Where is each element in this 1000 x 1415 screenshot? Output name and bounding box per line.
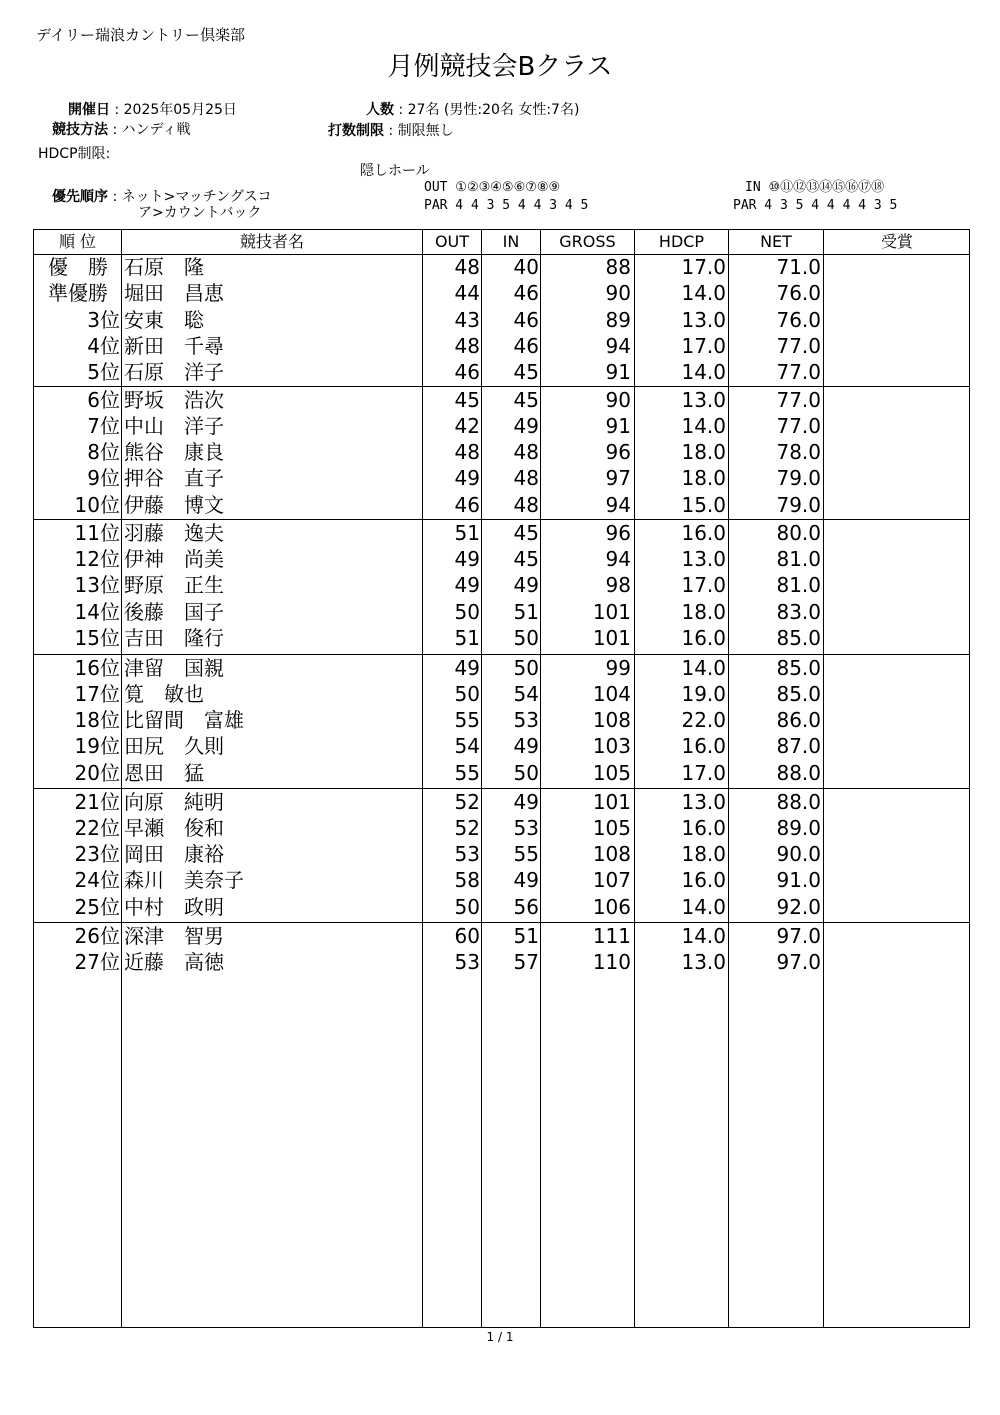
method-value: ハンディ戦 <box>121 122 191 138</box>
table-row <box>34 254 969 280</box>
stroke-limit-row: 打数制限 : 制限無し <box>328 123 454 139</box>
cell-name: 中村 政明 <box>124 895 224 919</box>
method-row: 競技方法 : ハンディ戦 <box>52 122 191 138</box>
stroke-limit-label: 打数制限 <box>328 123 384 139</box>
cell-out: 58 <box>454 868 480 892</box>
method-label: 競技方法 <box>52 122 108 138</box>
cell-hdcp: 13.0 <box>681 388 726 412</box>
results-table <box>33 229 970 1328</box>
table-row <box>34 465 969 491</box>
cell-out: 51 <box>454 521 480 545</box>
header-net: NET <box>760 232 792 251</box>
table-row <box>34 760 969 786</box>
table-row <box>34 841 969 867</box>
cell-in: 45 <box>513 521 539 545</box>
cell-gross: 108 <box>592 708 631 732</box>
cell-rank: 準優勝 <box>48 281 108 305</box>
cell-name: 吉田 隆行 <box>124 626 224 650</box>
cell-hdcp: 17.0 <box>681 255 726 279</box>
cell-out: 50 <box>454 895 480 919</box>
priority-label: 優先順序 <box>52 189 108 205</box>
cell-out: 49 <box>454 573 480 597</box>
cell-gross: 90 <box>605 281 631 305</box>
cell-gross: 110 <box>592 950 631 974</box>
cell-gross: 101 <box>592 600 631 624</box>
cell-gross: 91 <box>605 414 631 438</box>
players-value: 27名 (男性:20名 女性:7名) <box>407 102 580 118</box>
cell-name: 恩田 猛 <box>124 761 204 785</box>
cell-rank: 16位 <box>74 656 120 680</box>
header-name: 競技者名 <box>239 232 304 251</box>
table-row <box>34 387 969 413</box>
cell-in: 49 <box>513 790 539 814</box>
cell-hdcp: 16.0 <box>681 626 726 650</box>
cell-gross: 111 <box>592 924 631 948</box>
cell-gross: 99 <box>605 656 631 680</box>
cell-hdcp: 13.0 <box>681 308 726 332</box>
cell-rank: 18位 <box>74 708 120 732</box>
cell-net: 89.0 <box>776 816 821 840</box>
cell-in: 45 <box>513 360 539 384</box>
header-hdcp: HDCP <box>658 232 705 251</box>
cell-out: 43 <box>454 308 480 332</box>
cell-hdcp: 18.0 <box>681 466 726 490</box>
cell-name: 安東 聡 <box>124 308 204 332</box>
cell-name: 石原 洋子 <box>124 360 224 384</box>
cell-gross: 94 <box>605 493 631 517</box>
cell-in: 45 <box>513 547 539 571</box>
cell-net: 85.0 <box>776 626 821 650</box>
cell-net: 79.0 <box>776 493 821 517</box>
cell-hdcp: 14.0 <box>681 281 726 305</box>
cell-out: 45 <box>454 388 480 412</box>
priority-line1: ネット>マッチングスコ <box>121 189 272 205</box>
cell-gross: 105 <box>592 816 631 840</box>
cell-in: 49 <box>513 414 539 438</box>
cell-gross: 97 <box>605 466 631 490</box>
cell-net: 92.0 <box>776 895 821 919</box>
header-rank: 順 位 <box>58 232 97 251</box>
cell-net: 81.0 <box>776 573 821 597</box>
cell-gross: 101 <box>592 790 631 814</box>
cell-hdcp: 18.0 <box>681 842 726 866</box>
header-award: 受賞 <box>880 232 913 251</box>
cell-rank: 15位 <box>74 626 120 650</box>
cell-hdcp: 16.0 <box>681 734 726 758</box>
club-name: デイリー瑞浪カントリー倶楽部 <box>36 26 245 44</box>
in-holes: IN ⑩⑪⑫⑬⑭⑮⑯⑰⑱ <box>745 180 885 195</box>
cell-in: 40 <box>513 255 539 279</box>
cell-name: 野坂 浩次 <box>124 388 224 412</box>
cell-in: 53 <box>513 708 539 732</box>
table-row <box>34 789 969 815</box>
cell-name: 羽藤 逸夫 <box>124 521 224 545</box>
cell-hdcp: 22.0 <box>681 708 726 732</box>
cell-rank: 20位 <box>74 761 120 785</box>
cell-out: 48 <box>454 334 480 358</box>
table-row <box>34 733 969 759</box>
cell-name: 津留 国親 <box>124 656 224 680</box>
cell-in: 55 <box>513 842 539 866</box>
players-label: 人数 <box>366 102 394 118</box>
cell-rank: 9位 <box>87 466 120 490</box>
cell-in: 48 <box>513 493 539 517</box>
table-row <box>34 681 969 707</box>
cell-name: 押谷 直子 <box>124 466 224 490</box>
cell-out: 42 <box>454 414 480 438</box>
cell-in: 45 <box>513 388 539 412</box>
cell-hdcp: 14.0 <box>681 656 726 680</box>
header-out: OUT <box>434 232 470 251</box>
cell-out: 51 <box>454 626 480 650</box>
cell-rank: 14位 <box>74 600 120 624</box>
cell-gross: 103 <box>592 734 631 758</box>
cell-rank: 13位 <box>74 573 120 597</box>
cell-in: 48 <box>513 440 539 464</box>
cell-net: 79.0 <box>776 466 821 490</box>
cell-in: 49 <box>513 573 539 597</box>
cell-net: 83.0 <box>776 600 821 624</box>
cell-net: 76.0 <box>776 281 821 305</box>
cell-out: 49 <box>454 656 480 680</box>
cell-name: 筧 敏也 <box>124 682 204 706</box>
hdcp-limit-label: HDCP制限: <box>38 146 111 162</box>
cell-gross: 106 <box>592 895 631 919</box>
cell-out: 50 <box>454 682 480 706</box>
cell-hdcp: 17.0 <box>681 573 726 597</box>
cell-hdcp: 16.0 <box>681 868 726 892</box>
cell-gross: 91 <box>605 360 631 384</box>
cell-net: 76.0 <box>776 308 821 332</box>
cell-in: 51 <box>513 924 539 948</box>
cell-rank: 6位 <box>87 388 120 412</box>
cell-out: 60 <box>454 924 480 948</box>
cell-gross: 98 <box>605 573 631 597</box>
cell-net: 91.0 <box>776 868 821 892</box>
cell-rank: 8位 <box>87 440 120 464</box>
cell-out: 53 <box>454 842 480 866</box>
page-number: 1 / 1 <box>486 1330 514 1344</box>
cell-name: 伊神 尚美 <box>124 547 224 571</box>
cell-hdcp: 16.0 <box>681 816 726 840</box>
cell-gross: 90 <box>605 388 631 412</box>
cell-rank: 5位 <box>87 360 120 384</box>
cell-name: 石原 隆 <box>124 255 204 279</box>
cell-rank: 24位 <box>74 868 120 892</box>
cell-net: 88.0 <box>776 790 821 814</box>
cell-name: 中山 洋子 <box>124 414 224 438</box>
cell-hdcp: 19.0 <box>681 682 726 706</box>
cell-net: 80.0 <box>776 521 821 545</box>
hidden-holes-label: 隠しホール <box>360 163 430 179</box>
cell-gross: 94 <box>605 334 631 358</box>
table-row <box>34 359 969 385</box>
cell-out: 49 <box>454 547 480 571</box>
table-row <box>34 867 969 893</box>
cell-name: 近藤 高徳 <box>124 950 224 974</box>
cell-in: 48 <box>513 466 539 490</box>
cell-net: 71.0 <box>776 255 821 279</box>
cell-out: 44 <box>454 281 480 305</box>
cell-hdcp: 14.0 <box>681 895 726 919</box>
cell-in: 53 <box>513 816 539 840</box>
cell-net: 77.0 <box>776 414 821 438</box>
cell-hdcp: 13.0 <box>681 950 726 974</box>
cell-hdcp: 13.0 <box>681 790 726 814</box>
cell-net: 88.0 <box>776 761 821 785</box>
table-row <box>34 655 969 681</box>
cell-gross: 101 <box>592 626 631 650</box>
table-row <box>34 492 969 518</box>
table-row <box>34 949 969 975</box>
cell-gross: 105 <box>592 761 631 785</box>
cell-net: 78.0 <box>776 440 821 464</box>
cell-name: 熊谷 康良 <box>124 440 224 464</box>
cell-net: 87.0 <box>776 734 821 758</box>
out-par: PAR 4 4 3 5 4 4 3 4 5 <box>424 198 589 213</box>
cell-gross: 104 <box>592 682 631 706</box>
cell-gross: 89 <box>605 308 631 332</box>
cell-rank: 12位 <box>74 547 120 571</box>
in-par: PAR 4 3 5 4 4 4 4 3 5 <box>733 198 898 213</box>
cell-hdcp: 17.0 <box>681 761 726 785</box>
players-row: 人数 : 27名 (男性:20名 女性:7名) <box>366 102 580 118</box>
cell-hdcp: 18.0 <box>681 440 726 464</box>
cell-out: 48 <box>454 440 480 464</box>
cell-gross: 96 <box>605 521 631 545</box>
date-value: 2025年05月25日 <box>123 102 237 118</box>
cell-name: 伊藤 博文 <box>124 493 224 517</box>
cell-in: 46 <box>513 334 539 358</box>
cell-rank: 4位 <box>87 334 120 358</box>
cell-name: 後藤 国子 <box>124 600 224 624</box>
cell-out: 54 <box>454 734 480 758</box>
cell-rank: 21位 <box>74 790 120 814</box>
cell-in: 46 <box>513 281 539 305</box>
cell-name: 堀田 昌恵 <box>124 281 224 305</box>
cell-hdcp: 14.0 <box>681 924 726 948</box>
cell-net: 85.0 <box>776 656 821 680</box>
cell-name: 早瀬 俊和 <box>124 816 224 840</box>
cell-out: 46 <box>454 360 480 384</box>
cell-hdcp: 14.0 <box>681 360 726 384</box>
table-row <box>34 625 969 651</box>
table-row <box>34 439 969 465</box>
priority-row: 優先順序 : ネット>マッチングスコ <box>52 189 272 205</box>
cell-name: 比留間 富雄 <box>124 708 244 732</box>
stroke-limit-value: 制限無し <box>397 123 454 139</box>
table-row <box>34 307 969 333</box>
cell-rank: 22位 <box>74 816 120 840</box>
cell-rank: 10位 <box>74 493 120 517</box>
table-row <box>34 815 969 841</box>
cell-hdcp: 14.0 <box>681 414 726 438</box>
table-row <box>34 894 969 920</box>
priority-line2: ア>カウントバック <box>138 205 262 221</box>
cell-net: 97.0 <box>776 924 821 948</box>
cell-out: 55 <box>454 761 480 785</box>
cell-out: 55 <box>454 708 480 732</box>
cell-in: 46 <box>513 308 539 332</box>
cell-hdcp: 15.0 <box>681 493 726 517</box>
cell-rank: 19位 <box>74 734 120 758</box>
cell-gross: 94 <box>605 547 631 571</box>
header-gross: GROSS <box>559 232 616 251</box>
cell-name: 森川 美奈子 <box>124 868 244 892</box>
table-row <box>34 546 969 572</box>
cell-rank: 17位 <box>74 682 120 706</box>
cell-out: 52 <box>454 816 480 840</box>
table-row <box>34 707 969 733</box>
table-row <box>34 520 969 546</box>
cell-name: 田尻 久則 <box>124 734 224 758</box>
cell-name: 向原 純明 <box>124 790 224 814</box>
cell-rank: 26位 <box>74 924 120 948</box>
cell-name: 新田 千尋 <box>124 334 224 358</box>
cell-net: 77.0 <box>776 360 821 384</box>
cell-out: 48 <box>454 255 480 279</box>
cell-net: 81.0 <box>776 547 821 571</box>
cell-rank: 27位 <box>74 950 120 974</box>
cell-hdcp: 18.0 <box>681 600 726 624</box>
cell-in: 49 <box>513 868 539 892</box>
cell-in: 50 <box>513 761 539 785</box>
cell-hdcp: 17.0 <box>681 334 726 358</box>
cell-net: 85.0 <box>776 682 821 706</box>
cell-rank: 3位 <box>87 308 120 332</box>
cell-out: 52 <box>454 790 480 814</box>
cell-name: 野原 正生 <box>124 573 224 597</box>
table-row <box>34 572 969 598</box>
table-row <box>34 413 969 439</box>
cell-name: 深津 智男 <box>124 924 224 948</box>
cell-rank: 7位 <box>87 414 120 438</box>
cell-name: 岡田 康裕 <box>124 842 224 866</box>
table-row <box>34 333 969 359</box>
out-holes: OUT ①②③④⑤⑥⑦⑧⑨ <box>424 180 561 195</box>
cell-out: 49 <box>454 466 480 490</box>
cell-hdcp: 16.0 <box>681 521 726 545</box>
cell-gross: 88 <box>605 255 631 279</box>
table-row <box>34 923 969 949</box>
page-title: 月例競技会Bクラス <box>387 52 613 82</box>
cell-in: 57 <box>513 950 539 974</box>
cell-rank: 25位 <box>74 895 120 919</box>
cell-gross: 107 <box>592 868 631 892</box>
cell-net: 86.0 <box>776 708 821 732</box>
cell-out: 50 <box>454 600 480 624</box>
cell-net: 90.0 <box>776 842 821 866</box>
table-row <box>34 599 969 625</box>
cell-out: 46 <box>454 493 480 517</box>
date-label: 開催日 <box>68 102 110 118</box>
cell-net: 77.0 <box>776 334 821 358</box>
cell-out: 53 <box>454 950 480 974</box>
cell-gross: 96 <box>605 440 631 464</box>
cell-in: 51 <box>513 600 539 624</box>
cell-in: 56 <box>513 895 539 919</box>
cell-rank: 23位 <box>74 842 120 866</box>
cell-in: 54 <box>513 682 539 706</box>
header-in: IN <box>502 232 520 251</box>
cell-gross: 108 <box>592 842 631 866</box>
cell-in: 49 <box>513 734 539 758</box>
cell-rank: 11位 <box>74 521 120 545</box>
date-row: 開催日 : 2025年05月25日 <box>68 102 237 118</box>
cell-in: 50 <box>513 626 539 650</box>
cell-net: 97.0 <box>776 950 821 974</box>
cell-in: 50 <box>513 656 539 680</box>
cell-hdcp: 13.0 <box>681 547 726 571</box>
cell-net: 77.0 <box>776 388 821 412</box>
cell-rank: 優 勝 <box>48 255 108 279</box>
table-row <box>34 280 969 306</box>
